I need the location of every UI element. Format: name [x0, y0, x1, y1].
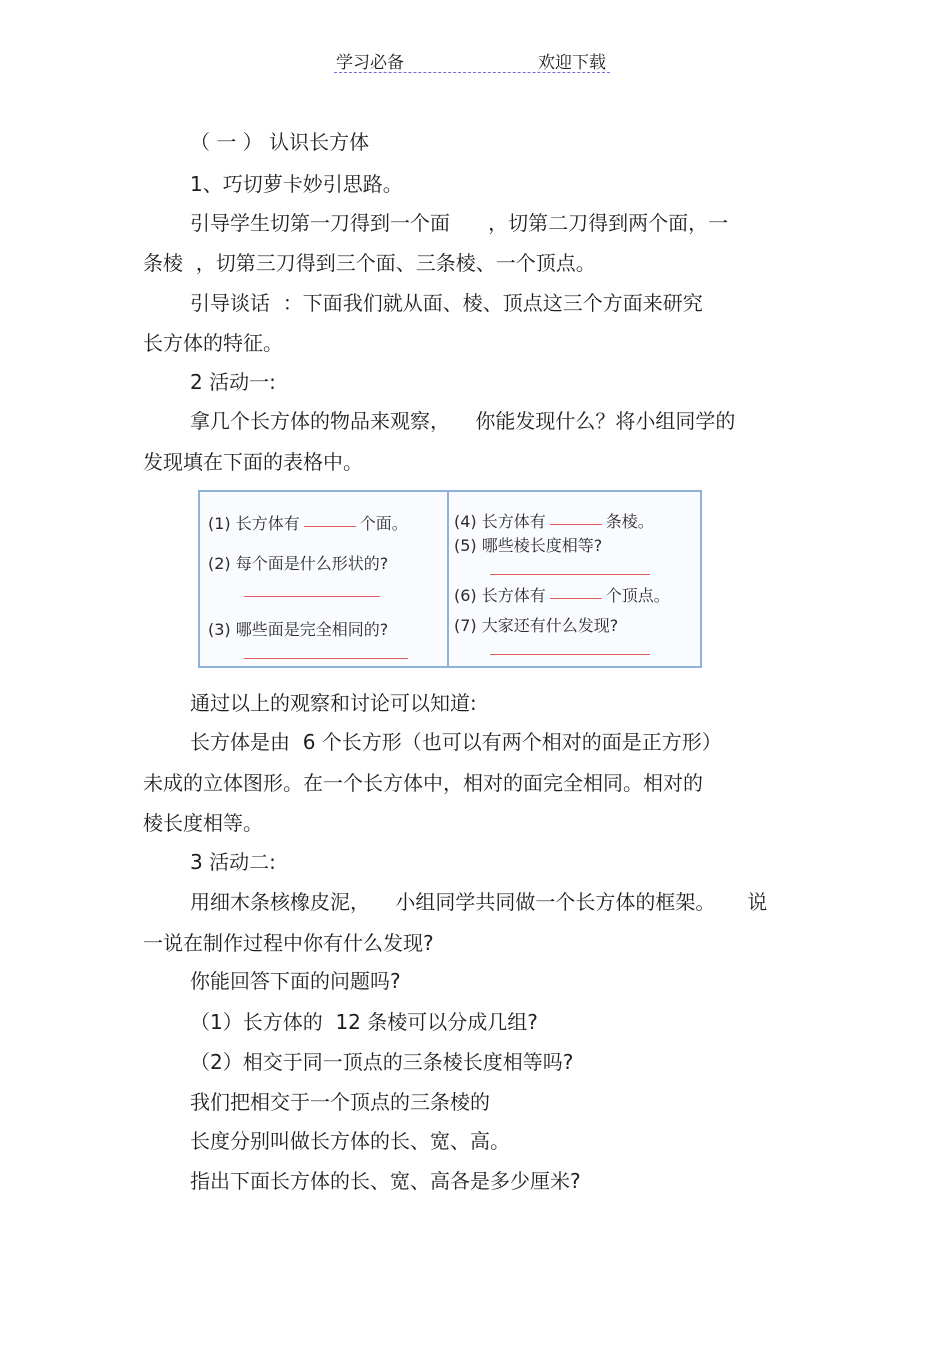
paragraph-line: 引导谈话 ：下面我们就从面、棱、顶点这三个方面来研究: [190, 291, 703, 315]
paragraph-line: 3 活动二:: [190, 850, 276, 874]
paragraph-line: 发现填在下面的表格中。: [143, 450, 363, 474]
paragraph-line: （2）相交于同一顶点的三条棱长度相等吗?: [190, 1050, 574, 1074]
q7-answer-line: [490, 654, 650, 655]
header-left: 学习必备: [336, 53, 404, 73]
q5-answer-line: [490, 574, 650, 575]
paragraph-line: 一说在制作过程中你有什么发现?: [143, 931, 434, 955]
table-item-5: (5) 哪些棱长度相等?: [454, 536, 603, 555]
paragraph-line: 条棱 ，切第三刀得到三个面、三条棱、一个顶点。: [143, 251, 596, 275]
q1-suffix: 个面。: [359, 514, 408, 533]
q6-suffix: 个顶点。: [605, 586, 670, 605]
paragraph-line: 指出下面长方体的长、宽、高各是多少厘米?: [190, 1169, 581, 1193]
paragraph-line: 长方体是由 6 个长方形（也可以有两个相对的面是正方形）: [190, 730, 722, 754]
q4-label: (4) 长方体有: [454, 512, 546, 531]
q2-answer-line: [244, 596, 380, 597]
paragraph-line: 用细木条核橡皮泥， 小组同学共同做一个长方体的框架。 说: [190, 890, 768, 914]
paragraph-line: 通过以上的观察和讨论可以知道:: [190, 691, 477, 715]
q6-label: (6) 长方体有: [454, 586, 546, 605]
paragraph-line: 拿几个长方体的物品来观察， 你能发现什么？将小组同学的: [190, 409, 736, 433]
section-heading: （ 一 ） 认识长方体: [190, 130, 370, 154]
paragraph-line: 你能回答下面的问题吗?: [190, 969, 401, 993]
table-item-2: (2) 每个面是什么形状的?: [208, 554, 389, 573]
table-item-7: (7) 大家还有什么发现?: [454, 616, 619, 635]
observation-table: [198, 490, 702, 668]
paragraph-line: 未成的立体图形。在一个长方体中，相对的面完全相同。相对的: [143, 771, 703, 795]
table-divider: [447, 492, 449, 666]
table-item-6: [454, 586, 670, 606]
page-header: [334, 48, 610, 73]
paragraph-line: 我们把相交于一个顶点的三条棱的: [190, 1090, 490, 1114]
table-item-1: [208, 514, 408, 534]
q4-blank: [550, 524, 602, 525]
paragraph-line: （1）长方体的 12 条棱可以分成几组?: [190, 1010, 538, 1034]
q6-blank: [550, 598, 602, 599]
q4-suffix: 条棱。: [605, 512, 654, 531]
paragraph-line: 引导学生切第一刀得到一个面 ，切第二刀得到两个面，一: [190, 211, 729, 235]
q1-blank: [304, 526, 356, 527]
q3-answer-line: [244, 658, 408, 659]
paragraph-line: 2 活动一:: [190, 370, 276, 394]
paragraph-line: 棱长度相等。: [143, 811, 263, 835]
paragraph-line: 长方体的特征。: [143, 331, 283, 355]
paragraph-line: 1、巧切萝卡妙引思路。: [190, 172, 403, 196]
paragraph-line: 长度分别叫做长方体的长、宽、高。: [190, 1129, 510, 1153]
table-item-3: (3) 哪些面是完全相同的?: [208, 620, 389, 639]
header-right: 欢迎下载: [538, 53, 606, 73]
table-item-4: [454, 512, 654, 532]
q1-label: (1) 长方体有: [208, 514, 300, 533]
